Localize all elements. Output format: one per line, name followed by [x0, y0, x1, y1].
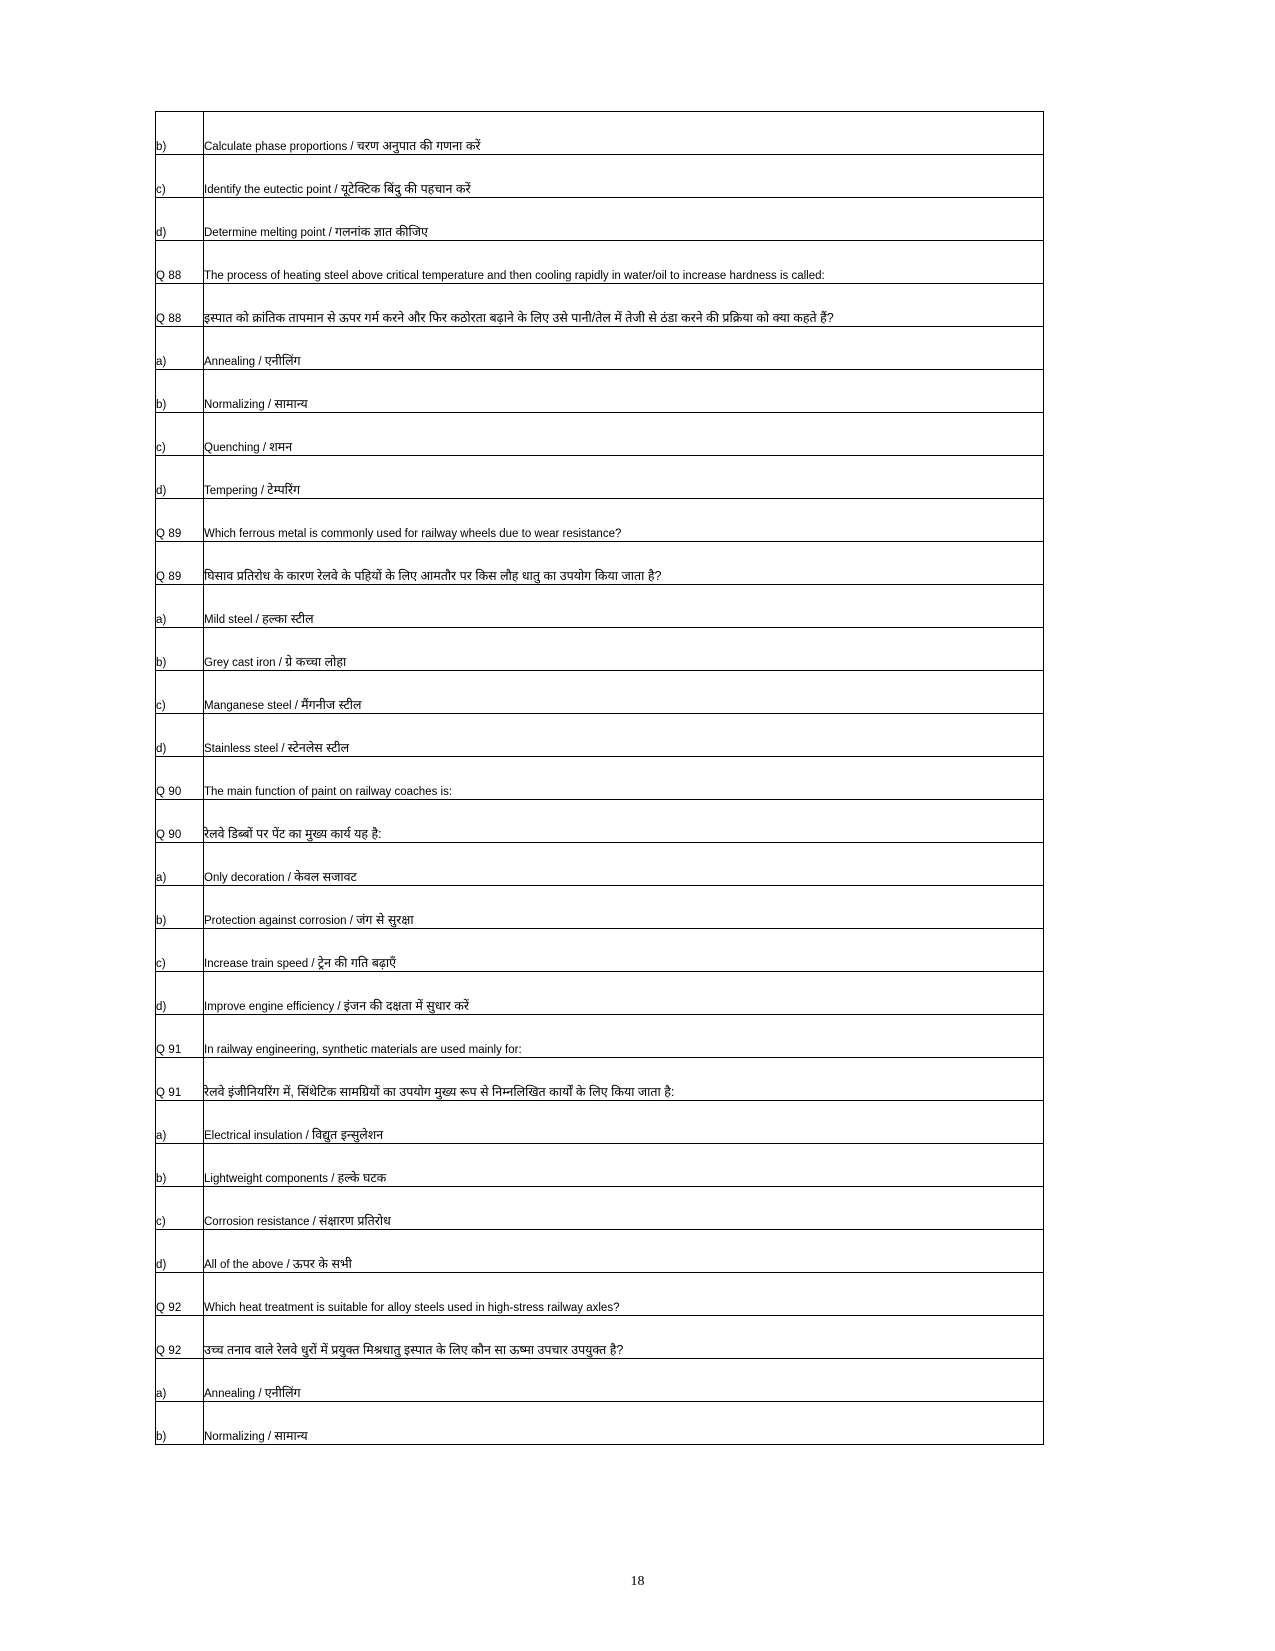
row-label-cell: Q 90 — [156, 800, 204, 843]
row-text-cell — [204, 585, 1044, 628]
page-number: 18 — [630, 1574, 645, 1589]
row-text-cell — [204, 1101, 1044, 1144]
row-text-cell — [204, 284, 1044, 327]
row-label-cell: Q 89 — [156, 542, 204, 585]
row-label-cell: c) — [156, 413, 204, 456]
table-row — [156, 1230, 1044, 1273]
row-label-cell: Q 88 — [156, 284, 204, 327]
table-row — [156, 284, 1044, 327]
row-label-cell: Q 88 — [156, 241, 204, 284]
table-row — [156, 671, 1044, 714]
row-label-cell: b) — [156, 1144, 204, 1187]
table-row — [156, 929, 1044, 972]
row-text-english: Tempering / — [204, 485, 268, 497]
row-text-hindi: घिसाव प्रतिरोध के कारण रेलवे के पहियों के लिए आमतौर पर किस लौह धातु का उपयोग किया जाता है? — [204, 569, 662, 583]
row-label-cell: b) — [156, 1402, 204, 1445]
table-row — [156, 1187, 1044, 1230]
row-text-english: Stainless steel / — [204, 743, 288, 755]
row-text-cell — [204, 1359, 1044, 1402]
row-label-cell: c) — [156, 929, 204, 972]
row-text-cell — [204, 370, 1044, 413]
table-row — [156, 628, 1044, 671]
row-text-cell — [204, 800, 1044, 843]
table-row — [156, 542, 1044, 585]
row-text-hindi: ट्रेन की गति बढ़ाएँ — [317, 956, 397, 970]
table-row — [156, 1015, 1044, 1058]
row-text-cell — [204, 241, 1044, 284]
table-row — [156, 327, 1044, 370]
row-text-cell — [204, 1144, 1044, 1187]
row-text-hindi: ग्रे कच्चा लोहा — [285, 655, 347, 669]
row-text-hindi: रेलवे डिब्बों पर पेंट का मुख्य कार्य यह है: — [204, 827, 382, 841]
table-row — [156, 843, 1044, 886]
row-text-cell — [204, 155, 1044, 198]
row-text-english: Corrosion resistance / — [204, 1216, 320, 1228]
row-label-cell: a) — [156, 1359, 204, 1402]
row-text-hindi: इस्पात को क्रांतिक तापमान से ऊपर गर्म करने और फिर कठोरता बढ़ाने के लिए उसे पानी/तेल में तेजी से ठंडा करने की प्रक्रिया को क्या कहते हैं? — [204, 311, 834, 325]
row-text-english: Annealing / — [204, 356, 265, 368]
row-text-hindi: संक्षारण प्रतिरोध — [319, 1214, 391, 1228]
table-row — [156, 1058, 1044, 1101]
row-text-cell — [204, 929, 1044, 972]
row-text-cell — [204, 198, 1044, 241]
row-text-hindi: रेलवे इंजीनियरिंग में, सिंथेटिक सामग्रियों का उपयोग मुख्य रूप से निम्नलिखित कार्यों के लिए किया जाता है: — [204, 1085, 675, 1099]
row-text-cell — [204, 1273, 1044, 1316]
row-text-english: Improve engine efficiency / — [204, 1001, 344, 1013]
row-label-cell: c) — [156, 671, 204, 714]
row-label-cell: d) — [156, 456, 204, 499]
row-text-cell — [204, 327, 1044, 370]
row-text-hindi: चरण अनुपात की गणना करें — [356, 139, 481, 153]
row-text-english: Determine melting point / — [204, 227, 336, 239]
row-text-hindi: ऊपर के सभी — [292, 1257, 352, 1271]
row-text-cell — [204, 671, 1044, 714]
row-text-hindi: मैंगनीज स्टील — [301, 698, 362, 712]
table-row — [156, 241, 1044, 284]
row-label-cell: d) — [156, 714, 204, 757]
row-label-cell: Q 89 — [156, 499, 204, 542]
row-text-english: Which ferrous metal is commonly used for railway wheels due to wear resistance? — [204, 528, 622, 540]
question-table — [155, 111, 1044, 1445]
row-text-cell — [204, 886, 1044, 929]
row-text-english: Calculate phase proportions / — [204, 141, 357, 153]
row-text-cell — [204, 542, 1044, 585]
row-text-cell — [204, 843, 1044, 886]
row-text-cell — [204, 112, 1044, 155]
row-text-cell — [204, 972, 1044, 1015]
row-text-cell — [204, 1402, 1044, 1445]
row-label-cell: b) — [156, 628, 204, 671]
row-text-cell — [204, 1316, 1044, 1359]
row-text-english: Increase train speed / — [204, 958, 318, 970]
row-text-cell — [204, 413, 1044, 456]
row-text-cell — [204, 757, 1044, 800]
row-text-hindi: विद्युत इन्सुलेशन — [312, 1128, 384, 1142]
row-text-english: Electrical insulation / — [204, 1130, 313, 1142]
row-text-hindi: जंग से सुरक्षा — [356, 913, 414, 927]
row-text-english: Identify the eutectic point / — [204, 184, 341, 196]
row-label-cell: Q 92 — [156, 1273, 204, 1316]
table-row — [156, 499, 1044, 542]
row-text-cell — [204, 1015, 1044, 1058]
row-text-english: The main function of paint on railway coaches is: — [204, 786, 453, 798]
table-row — [156, 757, 1044, 800]
row-label-cell: c) — [156, 1187, 204, 1230]
row-text-cell — [204, 1230, 1044, 1273]
table-row — [156, 1101, 1044, 1144]
table-row — [156, 1273, 1044, 1316]
row-text-english: Only decoration / — [204, 872, 295, 884]
row-text-english: Which heat treatment is suitable for alloy steels used in high-stress railway axles? — [204, 1302, 620, 1314]
table-row — [156, 112, 1044, 155]
row-label-cell: a) — [156, 585, 204, 628]
row-text-english: Grey cast iron / — [204, 657, 286, 669]
row-text-hindi: यूटेक्टिक बिंदु की पहचान करें — [340, 182, 471, 196]
table-row — [156, 972, 1044, 1015]
row-text-hindi: उच्च तनाव वाले रेलवे धुरों में प्रयुक्त मिश्रधातु इस्पात के लिए कौन सा ऊष्मा उपचार उपयुक्त है? — [204, 1343, 624, 1357]
row-label-cell: Q 92 — [156, 1316, 204, 1359]
row-label-cell: b) — [156, 886, 204, 929]
table-row — [156, 1144, 1044, 1187]
table-row — [156, 585, 1044, 628]
row-text-cell — [204, 456, 1044, 499]
row-label-cell: b) — [156, 370, 204, 413]
table-row — [156, 1316, 1044, 1359]
row-text-english: Quenching / — [204, 442, 270, 454]
row-text-english: Manganese steel / — [204, 700, 302, 712]
row-label-cell: c) — [156, 155, 204, 198]
row-text-hindi: गलनांक ज्ञात कीजिए — [335, 225, 428, 239]
row-text-english: Protection against corrosion / — [204, 915, 357, 927]
row-text-hindi: सामान्य — [274, 1429, 308, 1443]
table-row — [156, 1402, 1044, 1445]
row-text-hindi: टेम्परिंग — [267, 483, 301, 497]
row-label-cell: d) — [156, 972, 204, 1015]
row-text-english: Mild steel / — [204, 614, 263, 626]
row-label-cell: a) — [156, 327, 204, 370]
row-text-english: Annealing / — [204, 1388, 265, 1400]
row-text-hindi: एनीलिंग — [264, 354, 301, 368]
row-text-hindi: स्टेनलेस स्टील — [287, 741, 350, 755]
row-label-cell: b) — [156, 112, 204, 155]
row-label-cell: a) — [156, 843, 204, 886]
row-text-cell — [204, 714, 1044, 757]
row-label-cell: Q 91 — [156, 1058, 204, 1101]
row-text-hindi: इंजन की दक्षता में सुधार करें — [343, 999, 469, 1013]
table-row — [156, 714, 1044, 757]
row-text-cell — [204, 499, 1044, 542]
table-row — [156, 370, 1044, 413]
row-text-cell — [204, 628, 1044, 671]
row-text-english: Normalizing / — [204, 399, 275, 411]
row-text-hindi: हल्का स्टील — [262, 612, 314, 626]
row-label-cell: d) — [156, 1230, 204, 1273]
row-label-cell: Q 91 — [156, 1015, 204, 1058]
row-text-hindi: सामान्य — [274, 397, 308, 411]
row-label-cell: d) — [156, 198, 204, 241]
row-text-english: All of the above / — [204, 1259, 293, 1271]
row-label-cell: Q 90 — [156, 757, 204, 800]
table-row — [156, 456, 1044, 499]
table-row — [156, 800, 1044, 843]
question-table-body — [156, 112, 1044, 1445]
row-text-hindi: शमन — [269, 440, 293, 454]
row-text-english: Lightweight components / — [204, 1173, 338, 1185]
row-label-cell: a) — [156, 1101, 204, 1144]
row-text-hindi: केवल सजावट — [294, 870, 357, 884]
row-text-english: In railway engineering, synthetic materials are used mainly for: — [204, 1044, 522, 1056]
table-row — [156, 1359, 1044, 1402]
row-text-english: Normalizing / — [204, 1431, 275, 1443]
row-text-hindi: एनीलिंग — [264, 1386, 301, 1400]
row-text-hindi: हल्के घटक — [337, 1171, 387, 1185]
row-text-english: The process of heating steel above critical temperature and then cooling rapidly in water/oil to increase hardness is called: — [204, 270, 825, 282]
table-row — [156, 886, 1044, 929]
table-row — [156, 198, 1044, 241]
table-row — [156, 155, 1044, 198]
row-text-cell — [204, 1058, 1044, 1101]
table-row — [156, 413, 1044, 456]
row-text-cell — [204, 1187, 1044, 1230]
